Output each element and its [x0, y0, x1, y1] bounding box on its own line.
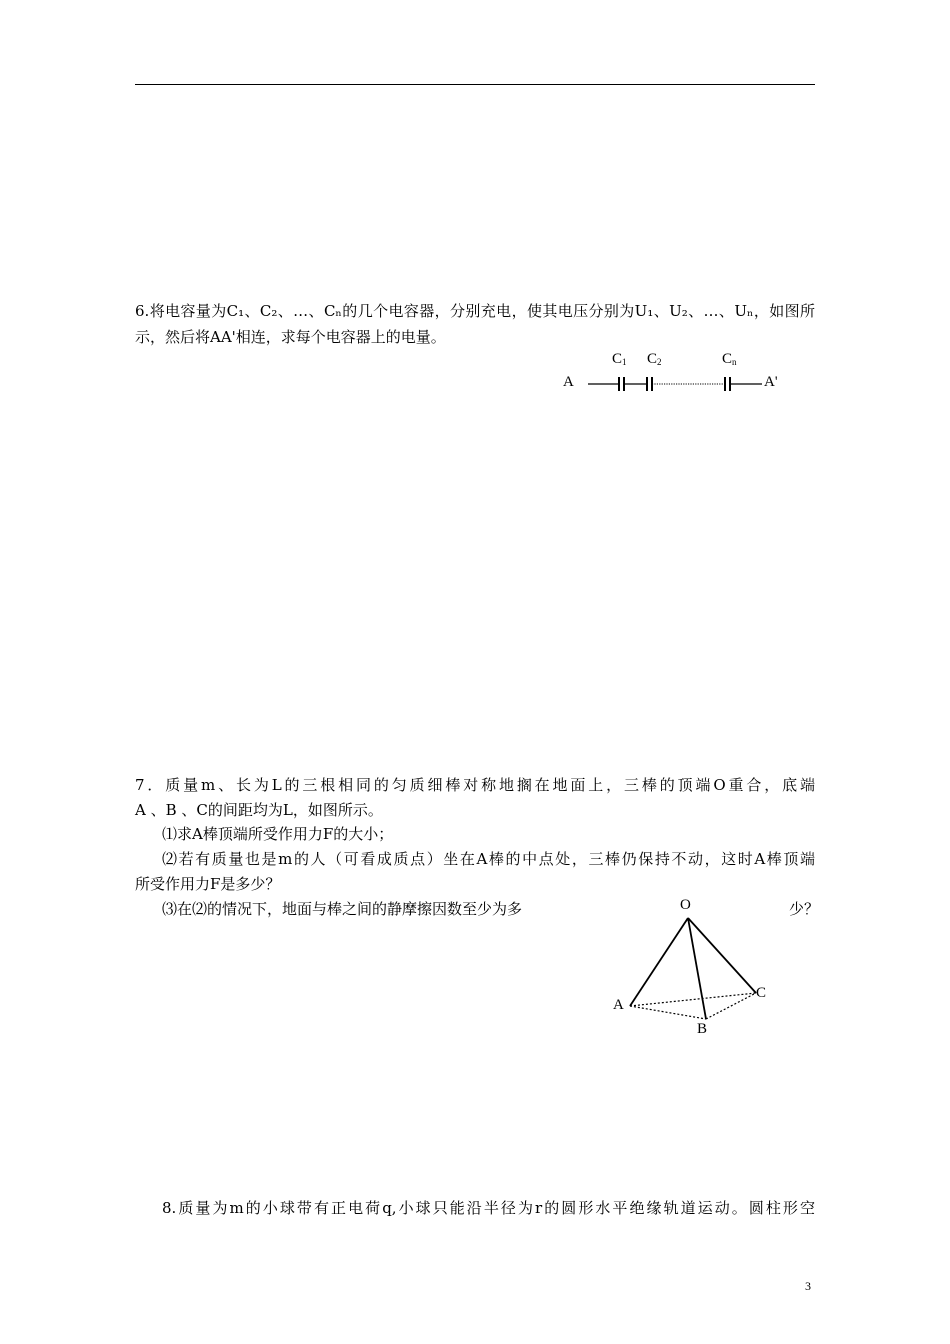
q7-text-line1: 7．质量m、长为L的三根相同的匀质细棒对称地搁在地面上，三棒的顶端O重合，底端	[135, 776, 815, 794]
base-ab	[630, 1006, 706, 1019]
q6-label-a: A	[563, 374, 574, 390]
base-bc	[706, 993, 756, 1019]
q7-text-line2: A 、B 、C的间距均为L，如图所示。	[135, 801, 383, 819]
base-ac	[630, 993, 756, 1006]
q8-text-line1: 8.质量为m的小球带有正电荷q,小球只能沿半径为r的圆形水平绝缘轨道运动。圆柱形空	[162, 1199, 815, 1217]
q7-label-c: C	[756, 985, 767, 1001]
page-number: 3	[805, 1279, 811, 1293]
q6-label-c2: $C_2$	[647, 351, 662, 367]
q7-text-line6: ⑶在⑵的情况下，地面与棒之间的静摩擦因数至少为多	[162, 900, 523, 918]
q7-label-o: O	[680, 897, 691, 913]
q7-label-a: A	[613, 997, 624, 1013]
rod-ob	[688, 918, 706, 1019]
rod-oc	[688, 918, 756, 993]
q7-label-b: B	[697, 1021, 708, 1037]
q6-label-c1: $C_1$	[612, 351, 627, 367]
rod-oa	[630, 918, 688, 1006]
q6-text-line2: 示，然后将AA'相连，求每个电容器上的电量。	[135, 328, 446, 346]
q6-label-cn: $C_n$	[722, 351, 737, 367]
capacitor-circuit-diagram	[588, 377, 762, 391]
q6-text-line1: 6.将电容量为C₁、C₂、…、Cₙ的几个电容器，分别充电，使其电压分别为U₁、U₂、…、Uₙ，如图所	[135, 302, 815, 320]
q7-text-line5: 所受作用力F是多少？	[135, 875, 281, 893]
q6-label-a-prime: A'	[764, 374, 778, 390]
rods-tetrahedron-diagram	[630, 918, 756, 1019]
q7-text-line3: ⑴求A棒顶端所受作用力F的大小；	[162, 825, 394, 843]
q7-text-line6-end: 少？	[789, 900, 820, 918]
q7-text-line4: ⑵若有质量也是m的人（可看成质点）坐在A棒的中点处，三棒仍保持不动，这时A棒顶端	[162, 850, 815, 868]
